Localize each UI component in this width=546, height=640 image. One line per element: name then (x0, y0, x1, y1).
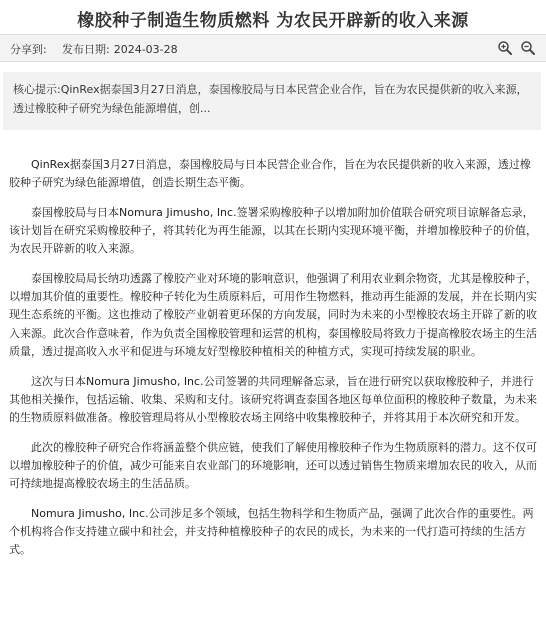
paragraph: QinRex据泰国3月27日消息，泰国橡胶局与日本民营企业合作，旨在为农民提供新的收入来源，透过橡胶种子研究为绿色能源增值，创造长期生态平衡。 (9, 158, 531, 190)
paragraph: 泰国橡胶局局长纳功透露了橡胶产业对环境的影响意识，他强调了利用农业剩余物资，尤其是橡胶种子，以增加其价值的重要性。橡胶种子转化为生质原料后，可用作生物燃料，推动再生能源的发展，并在长期内实现生态系统的平衡。这也推动了橡胶产业朝着更环保的方向发展，同时为未来的小型橡胶农场主开辟了新的收入来源。此次合作意味着，作为负责全国橡胶管理和运营的机构，泰国橡胶局将致力于提高橡胶农场主的生活质量，透过提高收入水平和促进与环境友好型橡胶种植相关的种植方式，实现可持续发展的职业。 (9, 272, 537, 358)
paragraph: 此次的橡胶种子研究合作将涵盖整个供应链，使我们了解使用橡胶种子作为生物质原料的潜力。这不仅可以增加橡胶种子的价值，减少可能来自农业部门的环境影响，还可以透过销售生物质来增加农民的收入，从而可持续地提高橡胶农场主的生活品质。 (9, 440, 537, 491)
paragraph: 泰国橡胶局与日本Nomura Jimusho, Inc.签署采购橡胶种子以增加附加价值联合研究项目谅解备忘录，该计划旨在研究采购橡胶种子，将其转化为再生能源，以其在长期内实现环境平衡，并增加橡胶种子的价值，为农民开辟新的收入来源。 (9, 205, 537, 256)
summary-label: 核心提示: (13, 83, 61, 96)
paragraph: Nomura Jimusho, Inc.公司涉足多个领域，包括生物科学和生物质产品，强调了此次合作的重要性。两个机构将合作支持建立碳中和社会，并支持种植橡胶种子的农民的成长，为未来的一代打造可持续的生活方式。 (9, 506, 534, 557)
zoom-in-icon[interactable] (497, 40, 513, 56)
article-title: 橡胶种子制造生物质燃料 为农民开辟新的收入来源 (77, 11, 469, 31)
publish-date (62, 41, 178, 57)
paragraph: 这次与日本Nomura Jimusho, Inc.公司签署的共同理解备忘录，旨在进行研究以获取橡胶种子，并进行其他相关操作，包括运输、收集、采购和支付。该研究将调查泰国各地区每单位面积的橡胶种子数量，为未来的生物质原料做准备。橡胶管理局将从小型橡胶农场主网络中收集橡胶种子，并将其用于本次研究和开发。 (9, 374, 537, 424)
date-value: 2024-03-28 (113, 43, 178, 56)
summary-box (3, 72, 541, 130)
meta-bar (0, 34, 546, 62)
zoom-out-icon[interactable] (520, 40, 536, 56)
article-body (9, 156, 537, 571)
date-label: 发布日期: (62, 43, 110, 56)
summary-text: QinRex据泰国3月27日消息，泰国橡胶局与日本民营企业合作，旨在为农民提供新的收入来源，透过橡胶种子研究为绿色能源增值，创... (13, 83, 528, 115)
share-label[interactable]: 分享到: (10, 43, 47, 56)
